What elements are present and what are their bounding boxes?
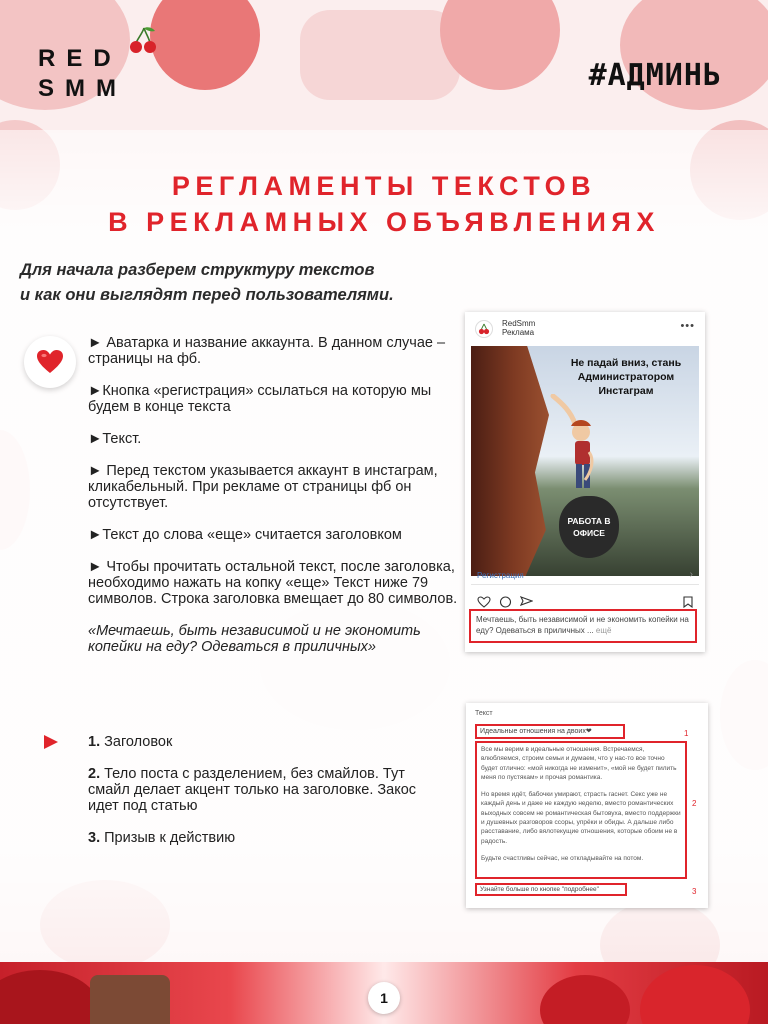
bookmark-icon[interactable] <box>683 596 693 608</box>
structure-item: ►Текст. <box>88 431 142 447</box>
account-info <box>502 319 535 337</box>
step-number: 3. <box>88 830 101 846</box>
more-link[interactable]: ещё <box>595 626 612 635</box>
step-text: Тело поста с разделением, без смайлов. Тут смайл делает акцент только на заголовке. Закос идет под статью <box>88 766 417 814</box>
intro-text <box>20 258 460 308</box>
post-actions <box>477 596 533 608</box>
heading-box: Идеальные отношения на двоих❤ <box>475 724 625 739</box>
like-icon[interactable] <box>477 596 491 608</box>
office-work-bag: РАБОТА В ОФИСЕ <box>559 496 619 558</box>
sponsored-label: Реклама <box>502 328 535 337</box>
body-paragraph: Будьте счастливы сейчас, не откладывайте на потом. <box>481 854 644 862</box>
cherry-icon <box>128 26 158 54</box>
intro-line-2: и как они выглядят перед пользователями. <box>20 286 394 304</box>
ad-header <box>465 312 705 346</box>
step-number: 2. <box>88 766 101 782</box>
step-text: Заголовок <box>100 734 173 750</box>
structure-item: ► Аватарка и название аккаунта. В данном случае – страницы на фб. <box>88 335 446 367</box>
structure-list <box>88 335 458 671</box>
text-sample-label: Текст <box>475 710 493 717</box>
logo <box>38 44 127 104</box>
ad-caption: Мечтаешь, быть независимой и не экономить копейки на еду? Одеваться в приличных ... <box>476 615 689 635</box>
page-title-line-1: РЕГЛАМЕНТЫ ТЕКСТОВ <box>171 171 597 201</box>
logo-line-1: RED <box>38 45 122 72</box>
structure-step <box>88 766 418 814</box>
divider <box>471 584 699 585</box>
structure-item: ►Текст до слова «еще» считается заголовком <box>88 527 402 543</box>
step-text: Призыв к действию <box>100 830 236 846</box>
structure-item: ► Перед текстом указывается аккаунт в инстаграм, кликабельный. При рекламе от страницы фб он отсутствует. <box>88 463 438 511</box>
red-arrow-icon <box>44 735 58 749</box>
marker-1: 1 <box>684 729 689 738</box>
text-sample-screenshot <box>466 703 708 908</box>
structure-step <box>88 734 418 750</box>
structure-item: ►Кнопка «регистрация» ссылаться на которую мы будем в конце текста <box>88 383 432 415</box>
marker-2: 2 <box>692 799 697 808</box>
account-avatar <box>475 320 493 338</box>
registration-link[interactable]: Регистрация <box>477 571 524 580</box>
marker-3: 3 <box>692 887 697 896</box>
page-number: 1 <box>368 982 400 1014</box>
step-number: 1. <box>88 734 101 750</box>
cherry-icon <box>478 323 490 335</box>
body-paragraph: Но время идёт, бабочки умирают, страсть гаснет. Секс уже не каждый день и даже не каждую неделю, вместо романтических выходных совсем не романтическая бытовуха, вместо поддержки и душевных разговоров ссоры, упрёки и обиды. А дальше либо расставание, либо вялотекущие отношения, которые обоим не в радость. <box>481 791 681 845</box>
page-title <box>0 168 768 240</box>
hashtag: #АДМИНЬ <box>588 58 722 93</box>
logo-line-2: SMM <box>38 75 127 102</box>
account-name: RedSmm <box>502 319 536 328</box>
chevron-right-icon: › <box>689 569 693 580</box>
ad-poster-image <box>471 346 699 576</box>
more-options-icon: ••• <box>680 320 695 332</box>
cta-box: Узнайте больше по кнопке "подробнее" <box>475 883 627 896</box>
hanging-man-illustration <box>549 394 609 504</box>
poster-headline: Не падай вниз, стань Администратором Инстаграм <box>570 357 682 397</box>
ad-preview-screenshot <box>465 312 705 652</box>
body-paragraph: Все мы верим в идеальные отношения. Встречаемся, влюбляемся, строим семьи и думаем, что у нас-то все точно будет отлично: «мой никогда не изменит», «мой не будет пилить меня по пустякам» и прочая романтика. <box>481 746 677 781</box>
comment-icon[interactable] <box>499 596 512 608</box>
example-quote: «Мечтаешь, быть независимой и не экономить копейки на еду? Одеваться в приличных» <box>88 623 421 655</box>
heart-icon <box>36 349 64 375</box>
intro-line-1: Для начала разберем структуру текстов <box>20 261 375 279</box>
structure-item: ► Чтобы прочитать остальной текст, после заголовка, необходимо нажать на копку «еще» Текст ниже 79 символов. Строка заголовка вмещает до 80 символов. <box>88 559 458 607</box>
cliff-shape <box>471 346 549 576</box>
page-title-line-2: В РЕКЛАМНЫХ ОБЪЯВЛЕНИЯХ <box>108 207 660 237</box>
text-structure-list <box>88 734 418 862</box>
share-icon[interactable] <box>520 596 533 608</box>
body-box <box>475 741 687 879</box>
structure-step <box>88 830 418 846</box>
caption-highlight-box <box>469 609 697 643</box>
heart-badge <box>24 336 76 388</box>
